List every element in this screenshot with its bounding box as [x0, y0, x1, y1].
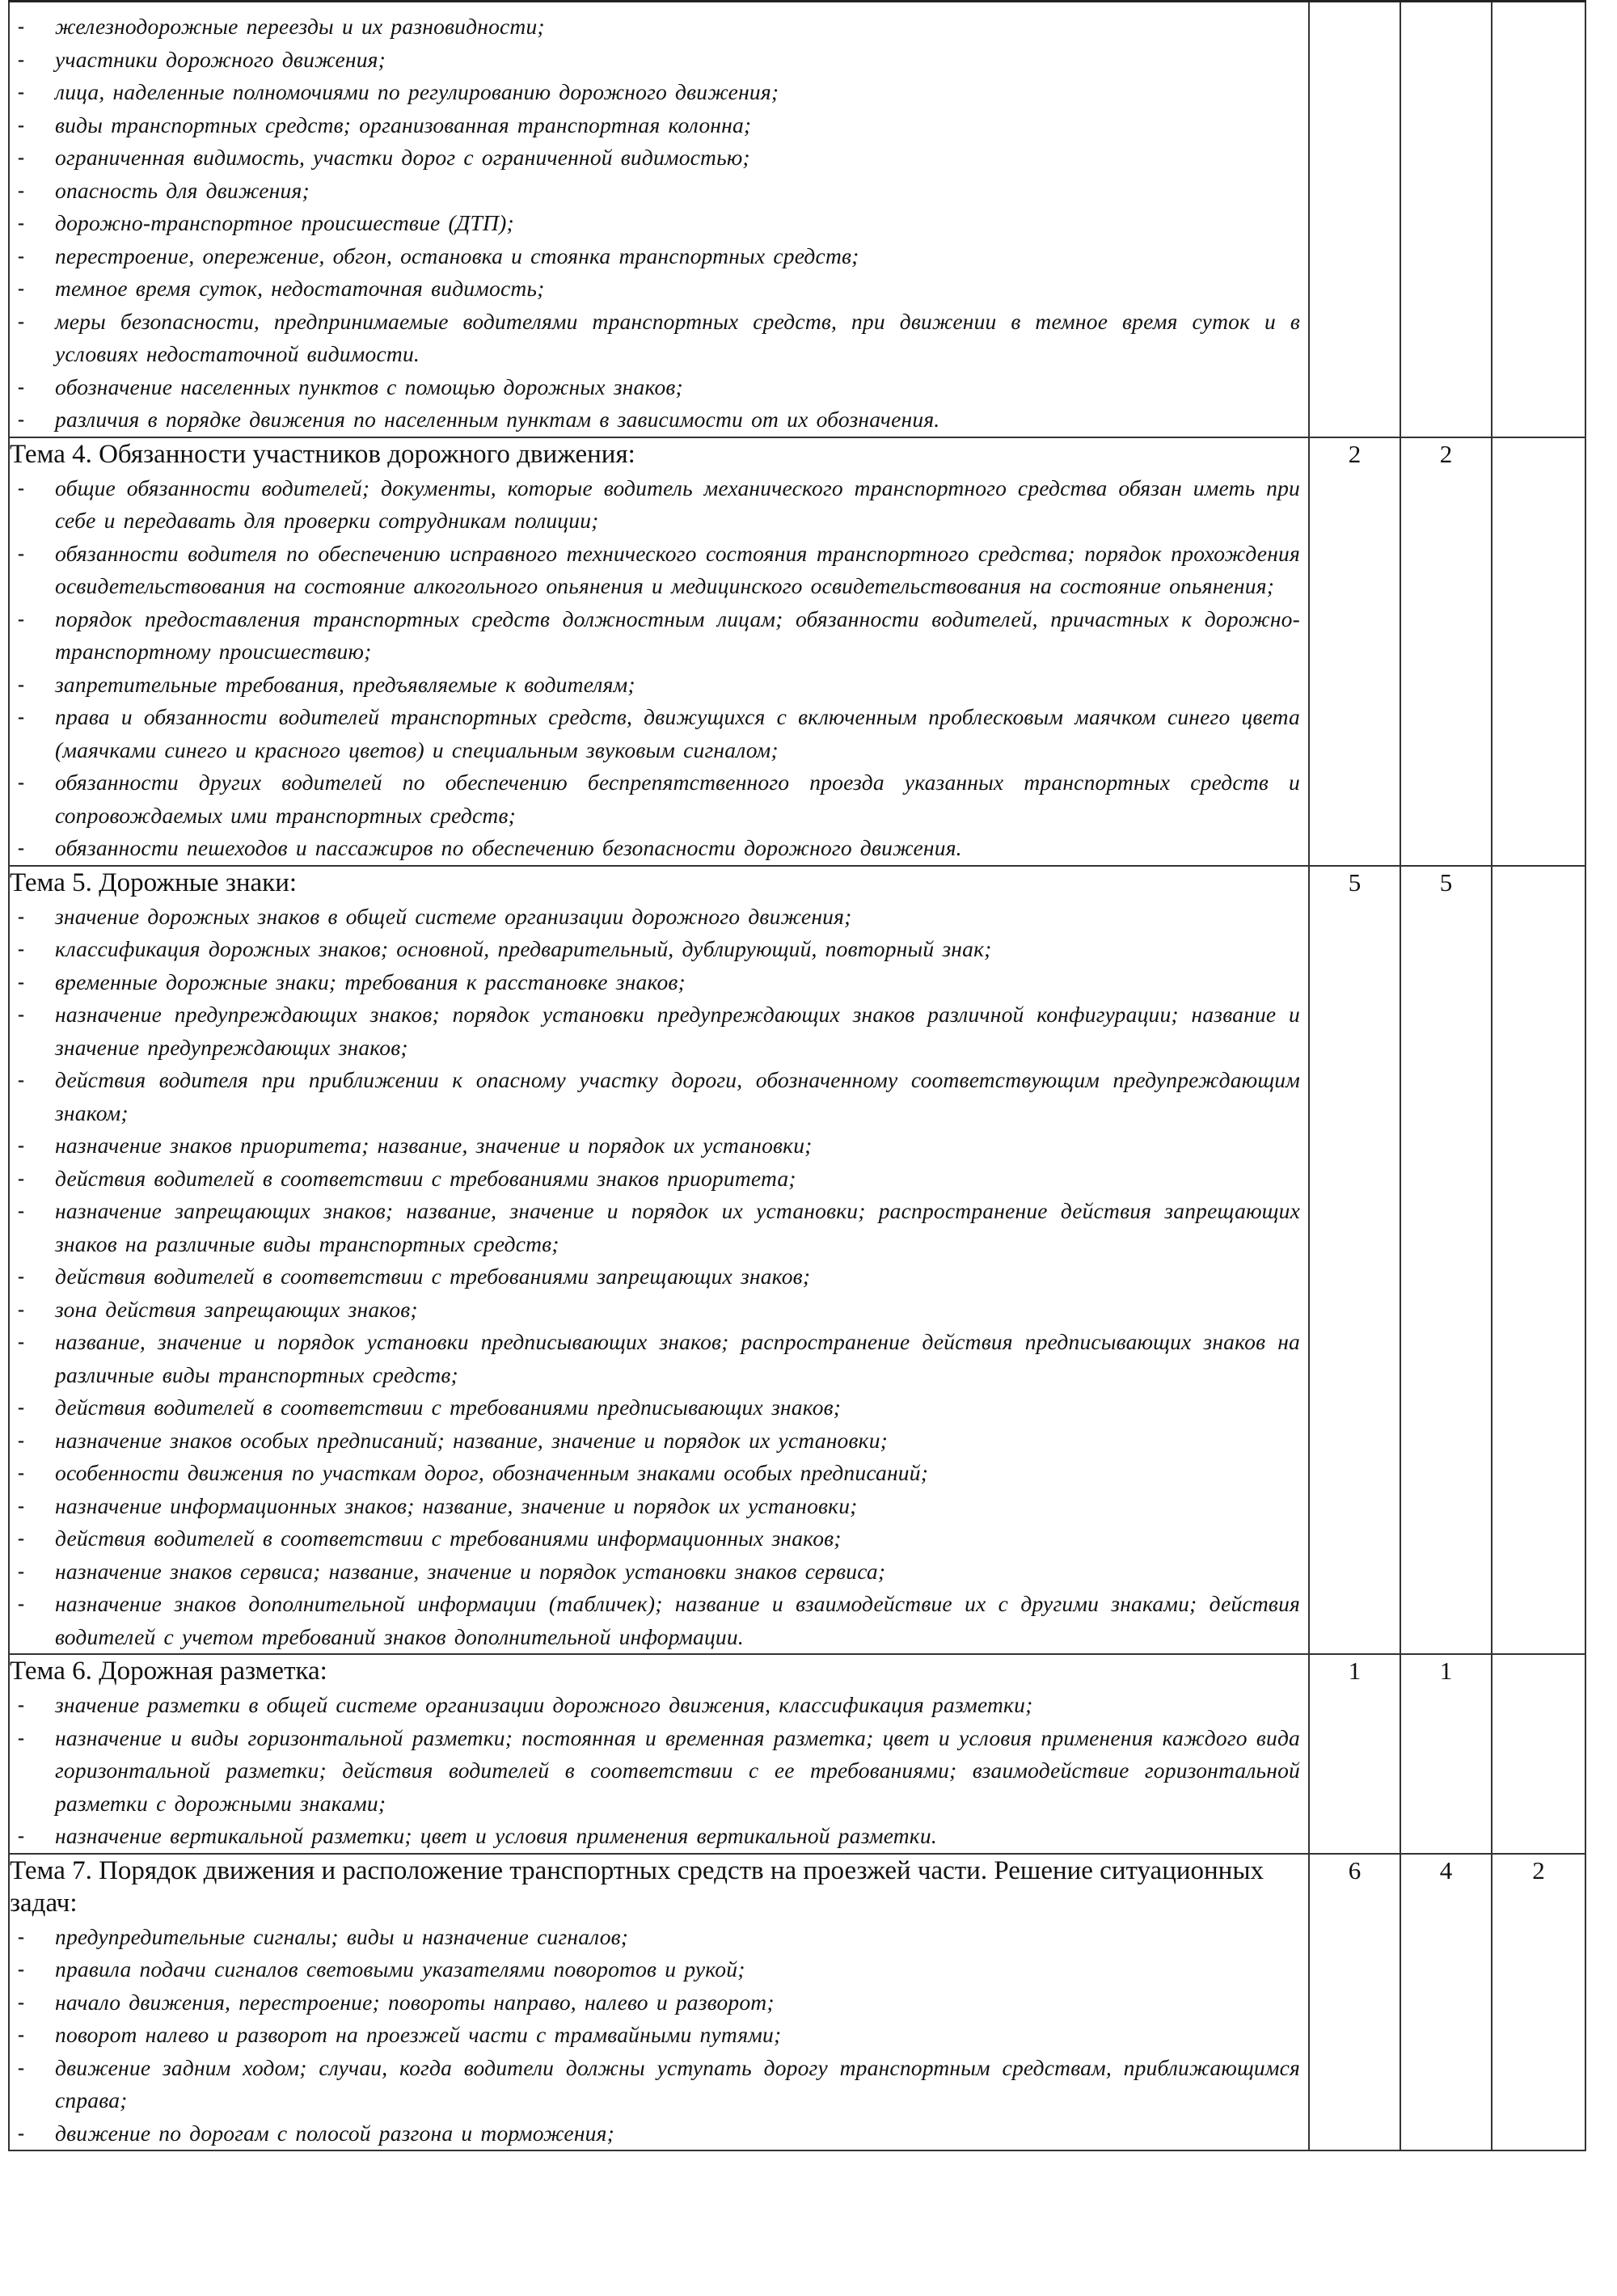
topic-item: - участники дорожного движения; [55, 44, 1308, 77]
table-body [9, 2, 1585, 2151]
hours-theory-cell: 1 [1400, 1654, 1492, 1854]
topic-item: - действия водителей в соответствии с требованиями предписывающих знаков; [55, 1391, 1308, 1424]
topic-item: - меры безопасности, предпринимаемые водителями транспортных средств, при движении в темное время суток и в условиях недостаточной видимости. [55, 306, 1308, 371]
topic-item: - назначение знаков особых предписаний; название, значение и порядок их установки; [55, 1424, 1308, 1458]
topic-item: - предупредительные сигналы; виды и назначение сигналов; [55, 1921, 1308, 1954]
topic-item: - действия водителей в соответствии с требованиями знаков приоритета; [55, 1163, 1308, 1196]
curriculum-page [8, 0, 1585, 2151]
topic-item: - назначение вертикальной разметки; цвет и условия применения вертикальной разметки. [55, 1820, 1308, 1853]
topic-item: - виды транспортных средств; организованная транспортная колонна; [55, 109, 1308, 142]
topic-item: - запретительные требования, предъявляемые к водителям; [55, 669, 1308, 702]
table-row [9, 866, 1585, 1655]
topic-item: - движение задним ходом; случаи, когда водители должны уступать дорогу транспортным средствам, приближающимся справа; [55, 2052, 1308, 2117]
hours-total-cell [1309, 2, 1400, 437]
topic-item: - назначение знаков приоритета; название, значение и порядок их установки; [55, 1129, 1308, 1163]
topic-items-list [10, 1921, 1308, 2150]
topic-item: - обязанности пешеходов и пассажиров по обеспечению безопасности дорожного движения. [55, 832, 1308, 865]
topic-item: - перестроение, опережение, обгон, остановка и стоянка транспортных средств; [55, 240, 1308, 273]
topic-items-list [10, 11, 1308, 437]
topic-item: - лица, наделенные полномочиями по регулированию дорожного движения; [55, 76, 1308, 109]
topic-item: - обозначение населенных пунктов с помощью дорожных знаков; [55, 371, 1308, 404]
topic-item: - правила подачи сигналов световыми указателями поворотов и рукой; [55, 1953, 1308, 1986]
table-row [9, 1854, 1585, 2151]
hours-practice-cell [1492, 1654, 1585, 1854]
topic-item: - название, значение и порядок установки предписывающих знаков; распространение действия предписывающих знаков на различные виды транспортных средств; [55, 1326, 1308, 1391]
topic-item: - зона действия запрещающих знаков; [55, 1294, 1308, 1327]
topic-item: - обязанности других водителей по обеспечению беспрепятственного проезда указанных транспортных средств и сопровождаемых ими транспортных средств; [55, 766, 1308, 832]
table-row [9, 1654, 1585, 1854]
hours-practice-cell [1492, 437, 1585, 866]
hours-practice-cell [1492, 2, 1585, 437]
topic-item: - действия водителей в соответствии с требованиями информационных знаков; [55, 1522, 1308, 1555]
hours-total-cell: 2 [1309, 437, 1400, 866]
topic-item: - поворот налево и разворот на проезжей части с трамвайными путями; [55, 2019, 1308, 2052]
hours-theory-cell [1400, 2, 1492, 437]
topic-item: - начало движения, перестроение; повороты направо, налево и разворот; [55, 1986, 1308, 2020]
topic-item: - порядок предоставления транспортных средств должностным лицам; обязанности водителей, причастных к дорожно-транспортному происшествию; [55, 603, 1308, 669]
topic-item: - движение по дорогам с полосой разгона и торможения; [55, 2117, 1308, 2150]
hours-practice-cell: 2 [1492, 1854, 1585, 2151]
topic-item: - обязанности водителя по обеспечению исправного технического состояния транспортного средства; порядок прохождения освидетельствования на состояние алкогольного опьянения и медицинского освидетельствования на состояние опьянения; [55, 538, 1308, 603]
topic-title: Тема 7. Порядок движения и расположение транспортных средств на проезжей части. Решение ситуационных задач: [10, 1855, 1264, 1918]
topic-item: - действия водителей в соответствии с требованиями запрещающих знаков; [55, 1260, 1308, 1294]
topic-cell [9, 437, 1309, 866]
topic-item: - права и обязанности водителей транспортных средств, движущихся с включенным проблесковым маячком синего цвета (маячками синего и красного цветов) и специальным звуковым сигналом; [55, 701, 1308, 766]
topic-cell [9, 1654, 1309, 1854]
topic-item: - особенности движения по участкам дорог, обозначенным знаками особых предписаний; [55, 1457, 1308, 1490]
topic-item: - назначение предупреждающих знаков; порядок установки предупреждающих знаков различной конфигурации; название и значение предупреждающих знаков; [55, 998, 1308, 1064]
topic-cell [9, 1854, 1309, 2151]
hours-theory-cell: 2 [1400, 437, 1492, 866]
topic-item: - ограниченная видимость, участки дорог с ограниченной видимостью; [55, 141, 1308, 175]
hours-total-cell: 5 [1309, 866, 1400, 1655]
topic-items-list [10, 472, 1308, 865]
topic-item: - назначение знаков дополнительной информации (табличек); название и взаимодействие их с другими знаками; действия водителей с учетом требований знаков дополнительной информации. [55, 1588, 1308, 1653]
hours-practice-cell [1492, 866, 1585, 1655]
hours-total-cell: 6 [1309, 1854, 1400, 2151]
topic-item: - назначение и виды горизонтальной разметки; постоянная и временная разметка; цвет и условия применения каждого вида горизонтальной разметки; действия водителей в соответствии с ее требованиями; взаимодействие горизонтальной разметки с дорожными знаками; [55, 1722, 1308, 1821]
topic-item: - различия в порядке движения по населенным пунктам в зависимости от их обозначения. [55, 403, 1308, 437]
topic-item: - действия водителя при приближении к опасному участку дороги, обозначенному соответствующим предупреждающим знаком; [55, 1064, 1308, 1129]
topic-item: - назначение информационных знаков; название, значение и порядок их установки; [55, 1490, 1308, 1523]
topic-title: Тема 6. Дорожная разметка: [10, 1657, 327, 1686]
topic-item: - дорожно-транспортное происшествие (ДТП); [55, 207, 1308, 240]
topic-item: - назначение знаков сервиса; название, значение и порядок установки знаков сервиса; [55, 1555, 1308, 1589]
topic-item: - опасность для движения; [55, 175, 1308, 208]
topic-items-list [10, 901, 1308, 1654]
topic-title: Тема 5. Дорожные знаки: [10, 867, 298, 897]
hours-theory-cell: 4 [1400, 1854, 1492, 2151]
topic-item: - временные дорожные знаки; требования к расстановке знаков; [55, 966, 1308, 999]
curriculum-table [8, 0, 1586, 2151]
hours-total-cell: 1 [1309, 1654, 1400, 1854]
topic-items-list [10, 1689, 1308, 1853]
topic-item: - значение дорожных знаков в общей системе организации дорожного движения; [55, 901, 1308, 934]
topic-item: - темное время суток, недостаточная видимость; [55, 272, 1308, 306]
topic-item: - классификация дорожных знаков; основной, предварительный, дублирующий, повторный знак; [55, 933, 1308, 966]
topic-item: - назначение запрещающих знаков; название, значение и порядок их установки; распространение действия запрещающих знаков на различные виды транспортных средств; [55, 1195, 1308, 1260]
table-row [9, 2, 1585, 437]
topic-item: - общие обязанности водителей; документы, которые водитель механического транспортного средства обязан иметь при себе и передавать для проверки сотрудникам полиции; [55, 472, 1308, 538]
table-row [9, 437, 1585, 866]
topic-title: Тема 4. Обязанности участников дорожного движения: [10, 439, 635, 469]
topic-cell [9, 866, 1309, 1655]
hours-theory-cell: 5 [1400, 866, 1492, 1655]
topic-cell [9, 2, 1309, 437]
topic-item: - железнодорожные переезды и их разновидности; [55, 11, 1308, 44]
topic-item: - значение разметки в общей системе организации дорожного движения, классификация разметки; [55, 1689, 1308, 1722]
